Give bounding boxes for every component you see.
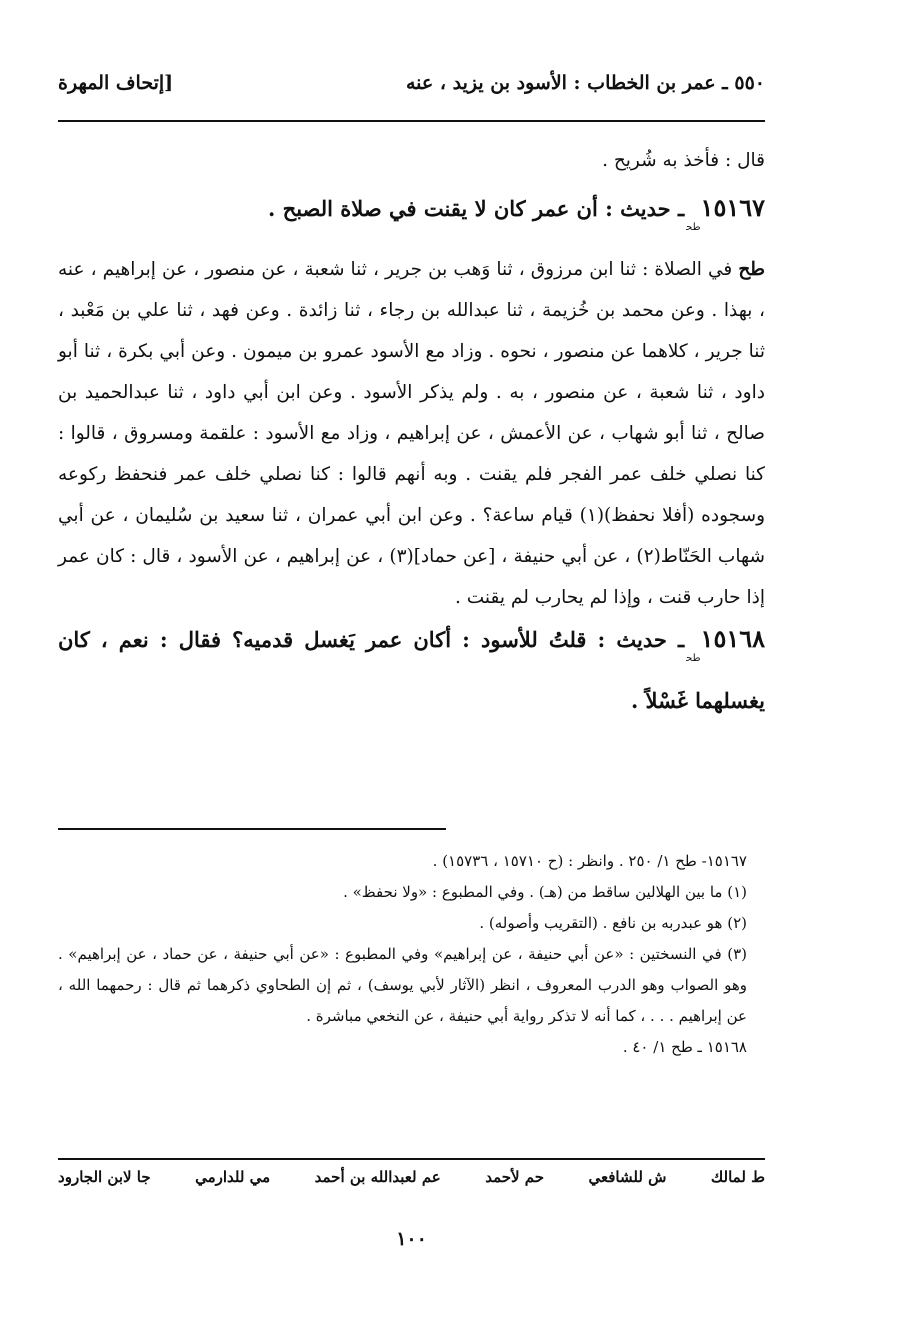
main-text: [58, 140, 765, 722]
hadith-title-text: ـ حديث : قلتُ للأسود : أكان عمر يَغسل قدميه؟ فقال : نعم ، كان يغسلهما غَسْلاً .: [58, 627, 765, 713]
footnote-rule: [58, 828, 446, 830]
hadith-siglum: طح: [686, 222, 701, 233]
hadith-body-15167: [58, 249, 765, 618]
hadith-body-text: في الصلاة : ثنا ابن مرزوق ، ثنا وَهب بن جرير ، ثنا شعبة ، عن منصور ، عن إبراهيم ، عنه ، بهذا . وعن محمد بن خُزيمة ، ثنا عبدالله بن رجاء ، ثنا زائدة . وعن فهد ، ثنا علي بن مَعْبد ، ثنا جرير ، كلاهما عن منصور ، نحوه . وزاد مع الأسود عمرو بن ميمون . وعن أبي بكرة ، ثنا أبو داود ، ثنا شعبة ، عن منصور ، به . ولم يذكر الأسود . وعن ابن أبي داود ، ثنا عبدالحميد بن صالح ، ثنا أبو شهاب ، عن الأعمش ، عن إبراهيم ، وزاد مع الأسود : علقمة ومسروق ، قالوا : كنا نصلي خلف عمر الفجر فلم يقنت . وبه أنهم قالوا : كنا نصلي خلف عمر فنحفظ ركوعه وسجوده (أفلا نحفظ)(١) قيام ساعة؟ . وعن ابن أبي عمران ، ثنا سعيد بن سُليمان ، عن أبي شهاب الحَنّاط(٢) ، عن أبي حنيفة ، [عن حماد](٣) ، عن إبراهيم ، عن الأسود ، قال : كان عمر إذا حارب قنت ، وإذا لم يحارب لم يقنت .: [58, 259, 766, 608]
siglum-item: حم لأحمد: [485, 1168, 545, 1186]
siglum-item: ش للشافعي: [588, 1168, 667, 1186]
hadith-siglum: طح: [686, 653, 701, 664]
sigla-legend: [58, 1168, 765, 1186]
hadith-number: ١٥١٦٨: [700, 624, 765, 653]
hadith-title-15168: [58, 618, 765, 722]
header-chapter-title: ٥٥٠ ـ عمر بن الخطاب : الأسود بن يزيد ، عنه: [406, 72, 765, 94]
hadith-body-lead: طح: [738, 259, 765, 280]
footnote-item: (١) ما بين الهلالين ساقط من (هـ) . وفي المطبوع : «ولا نحفظ» .: [343, 883, 747, 901]
sigla-rule: [58, 1158, 765, 1160]
siglum-item: جا لابن الجارود: [58, 1168, 151, 1186]
footnote-item: ١٥١٦٨ ـ طح ١/ ٤٠ .: [622, 1038, 747, 1056]
header-book-title: [إتحاف المهرة: [58, 72, 174, 94]
footnote-item: (٢) هو عبدربه بن نافع . (التقريب وأصوله) .: [479, 914, 747, 932]
page-number: ١٠٠: [396, 1228, 427, 1250]
siglum-item: عم لعبدالله بن أحمد: [314, 1168, 441, 1186]
header-rule: [58, 120, 765, 122]
siglum-item: ط لمالك: [710, 1168, 765, 1186]
footnote-item: (٣) في النسختين : «عن أبي حنيفة ، عن إبراهيم» وفي المطبوع : «عن أبي حنيفة ، عن حماد ، عن إبراهيم» . وهو الصواب وهو الدرب المعروف ، انظر (الآثار لأبي يوسف) ، ثم إن الطحاوي ذكرهما ثم قال : رحمهما الله ، عن إبراهيم . . . ، كما أنه لا تذكر رواية أبي حنيفة ، عن النخعي مباشرة .: [58, 945, 747, 1025]
siglum-item: مي للدارمي: [195, 1168, 271, 1186]
page: [58, 0, 765, 1325]
footnote-item: ١٥١٦٧- طح ١/ ٢٥٠ . وانظر : (ح ١٥٧١٠ ، ١٥٧٣٦) .: [432, 852, 747, 870]
hadith-number: ١٥١٦٧: [700, 193, 765, 222]
hadith-title-text: ـ حديث : أن عمر كان لا يقنت في صلاة الصبح .: [268, 196, 685, 221]
running-header: [58, 72, 765, 102]
intro-line: قال : فأخذ به شُريح .: [602, 150, 765, 171]
footnotes: [58, 846, 765, 1063]
hadith-title-15167: [58, 187, 765, 249]
